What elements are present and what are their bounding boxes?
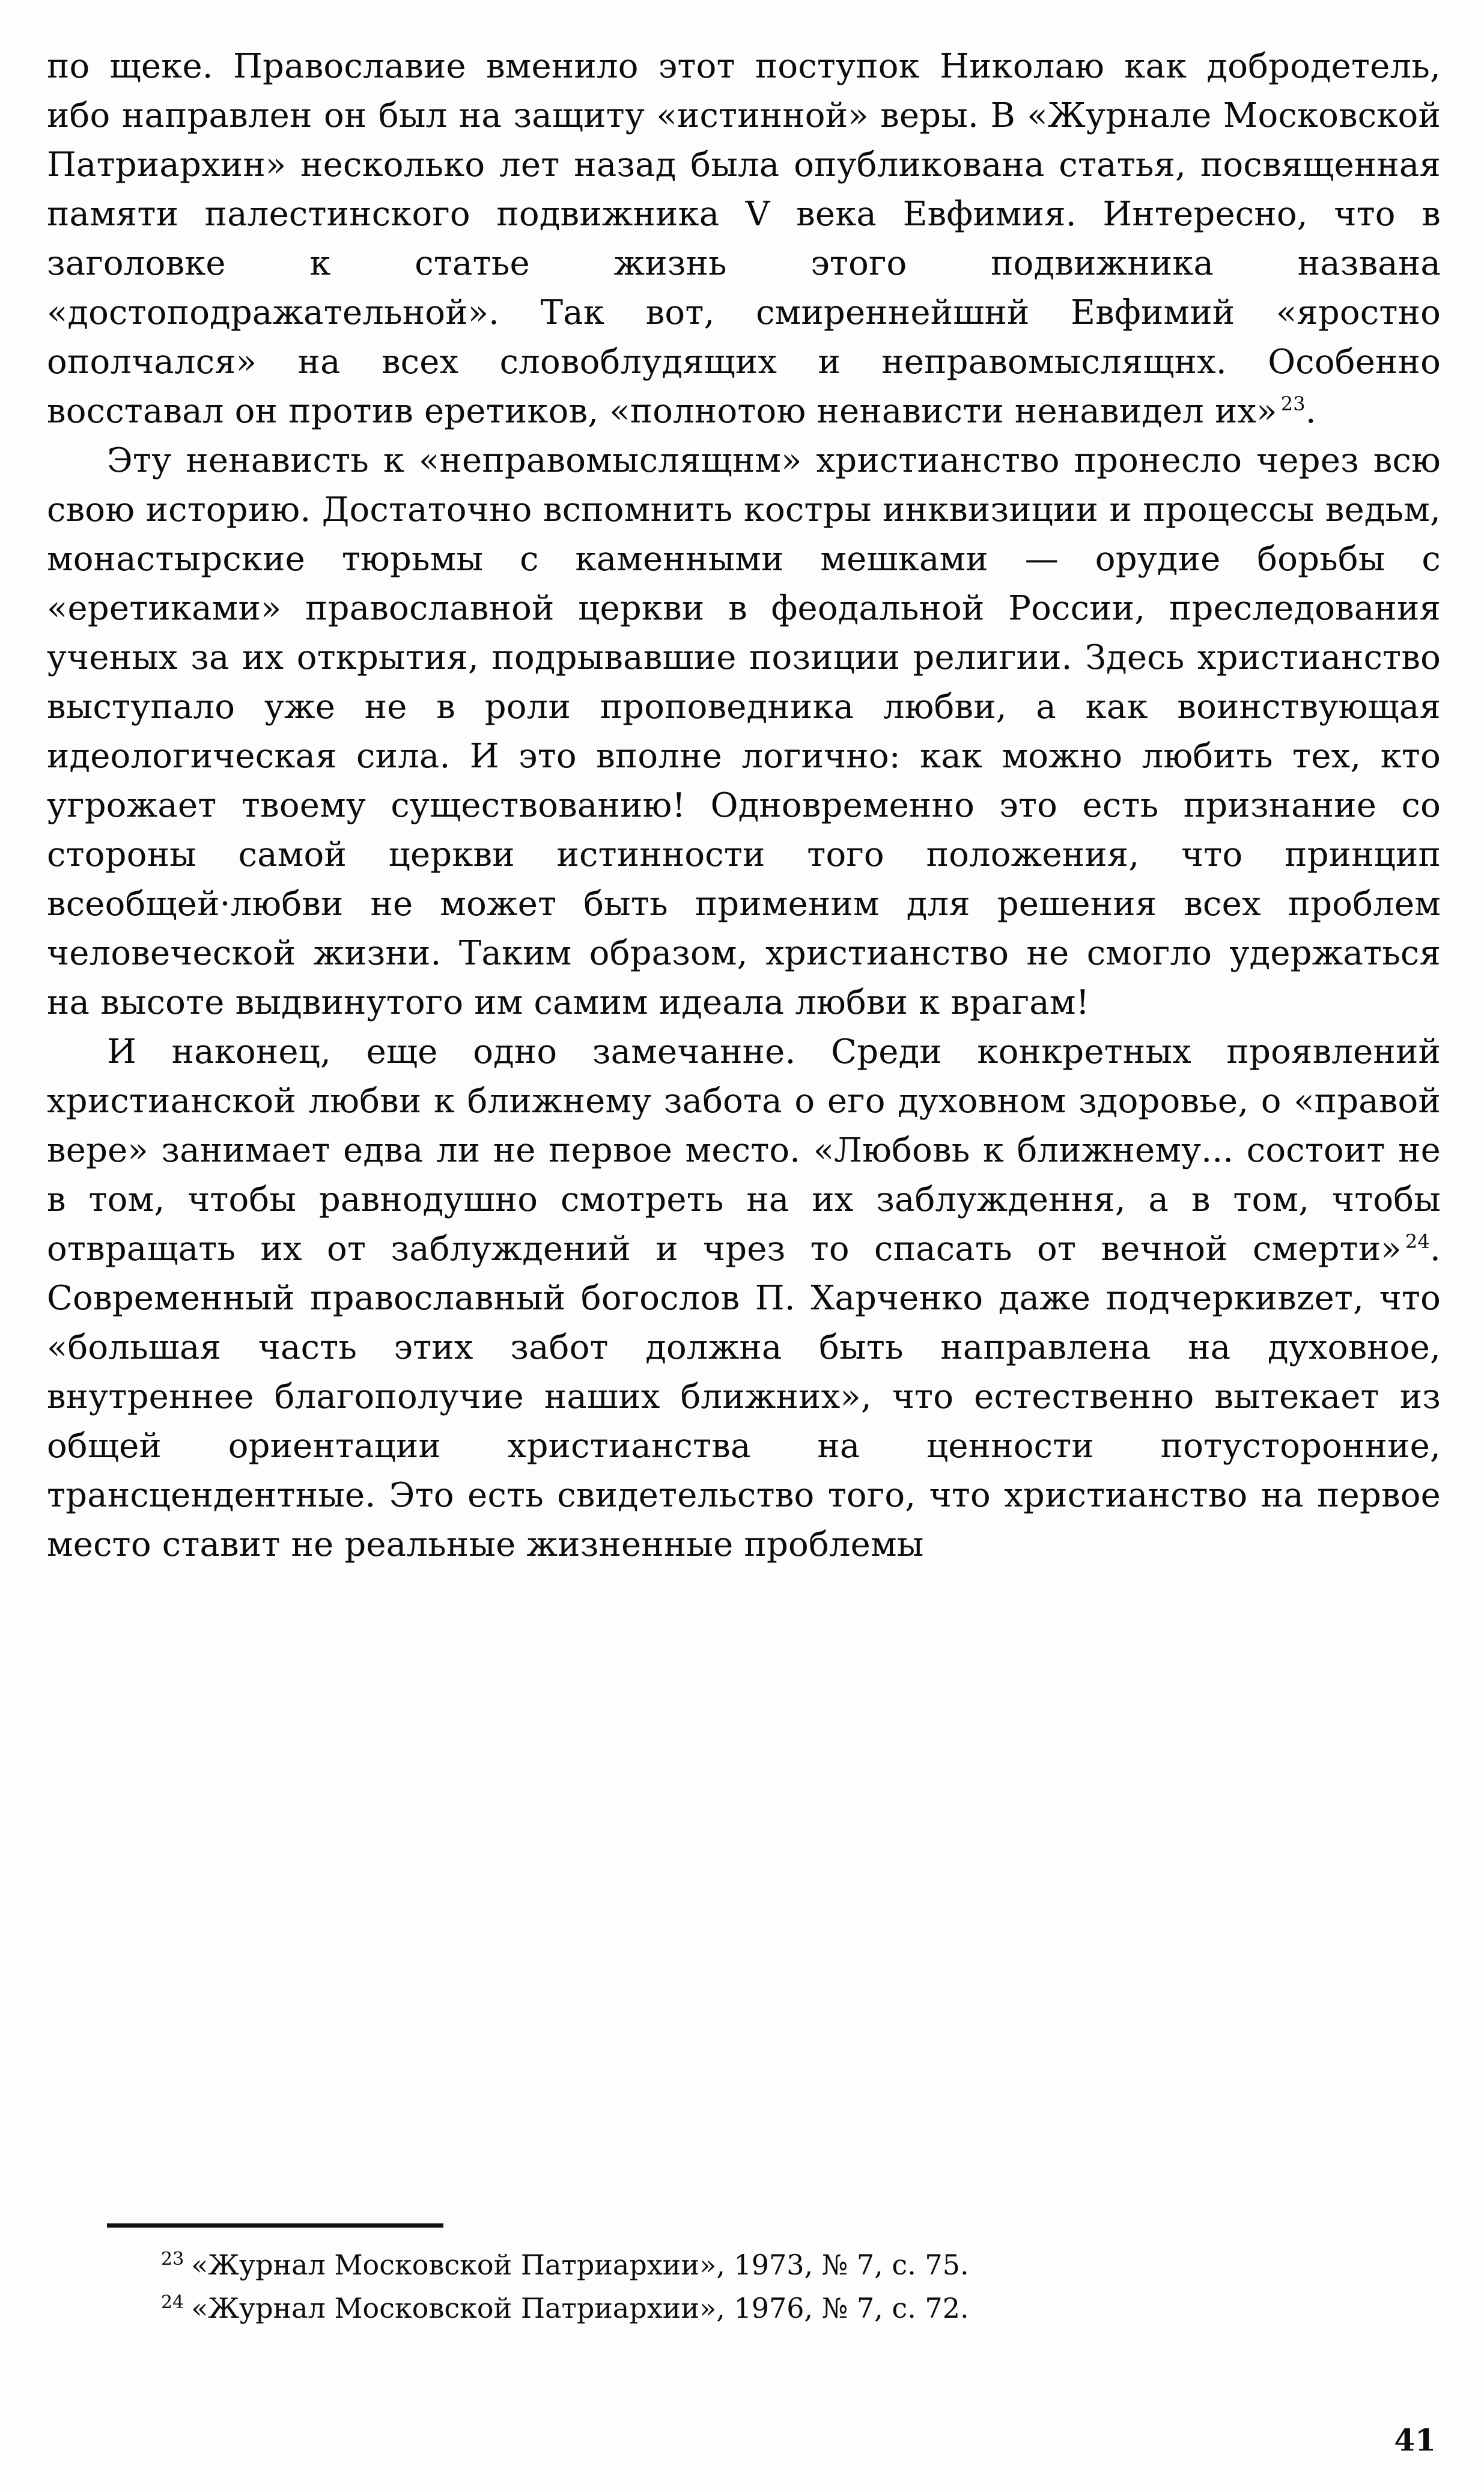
paragraph-text: Эту ненависть к «неправомыслящнм» христианство пронесло через всю свою историю. Достаточно вспомнить костры инквизиции и процессы ведьм, монастырские тюрьмы с каменными мешками — орудие борьбы с «еретиками» православной церкви в феодальной России, преследования ученых за их открытия, подрывавшие позиции религии. Здесь христианство выступало уже не в роли проповедника любви, а как воинствующая идеологическая сила. И это вполне логично: как можно любить тех, кто угрожает твоему существованию! Одновременно это есть признание со стороны самой церкви истинности того положения, что принцип всеобщей·любви не может быть применим для решения всех проблем человеческой жизни. Таким образом, христианство не смогло удержаться на высоте выдвинутого им самим идеала любви к врагам! [47,441,1441,1022]
footnote-number: 23 [161,2248,184,2270]
footnote-item [47,2243,1441,2286]
paragraph-tail: . [1305,392,1316,431]
paragraph-tail: . Современный православный богослов П. Харченко даже подчеркивzет, что «большая часть этих забот должна быть направлена на духовное, внутреннее благополучие наших ближних», что естественно вытекает из общей ориентации христианства на ценности потусторонние, трансцендентные. Это есть свидетельство того, что христианство на первое место ставит не реальные жизненные проблемы [47,1229,1441,1564]
paragraph-text: по щеке. Православие вменило этот поступок Николаю как добродетель, ибо направлен он был на защиту «истинной» веры. В «Журнале Московской Патриархин» несколько лет назад была опубликована статья, посвященная памяти палестинского подвижника V века Евфимия. Интересно, что в заголовке к статье жизнь этого подвижника названа «достоподражательной». Так вот, смиреннейшнй Евфимий «яростно ополчался» на всех словоблудящих и неправомыслящнх. Особенно восставал он против еретиков, «полнотою ненависти ненавидел их» [47,47,1441,431]
paragraph [47,1028,1441,1570]
footnote-reference[interactable]: 23 [1280,392,1306,416]
paragraph [47,436,1441,1028]
footnote-text: «Журнал Московской Патриархии», 1976, № 7, с. 72. [191,2292,969,2324]
footnote-number: 24 [161,2291,184,2313]
footnote-text: «Журнал Московской Патриархии», 1973, № 7, с. 75. [191,2249,969,2281]
footnote-section [47,2223,1441,2330]
footnote-reference[interactable]: 24 [1405,1230,1430,1254]
paragraph-text: И наконец, еще одно замечанне. Среди конкретных проявлений христианской любви к ближнему забота о его духовном здоровье, о «правой вере» занимает едва ли не первое место. «Любовь к ближнему... состоит не в том, чтобы равнодушно смотреть на их заблуждення, а в том, чтобы отвращать их от заблуждений и чрез то спасать от вечной смерти» [47,1032,1441,1269]
page-body-text [47,42,1441,1570]
paragraph [47,42,1441,436]
page-number: 41 [1394,2422,1436,2458]
footnote-item [47,2286,1441,2330]
footnote-divider [107,2223,443,2228]
